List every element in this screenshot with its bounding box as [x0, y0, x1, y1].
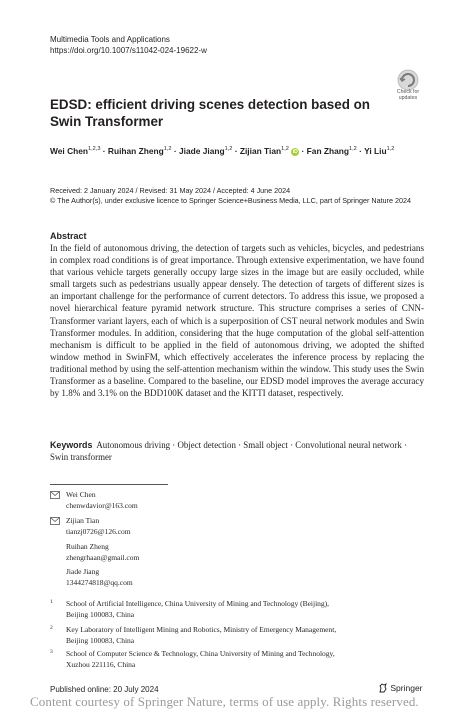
- author-name: Wei Chen: [50, 146, 89, 156]
- author[interactable]: [307, 146, 357, 156]
- author-affiliation-ref: 1,2: [349, 146, 357, 153]
- author-affiliation-ref: 1,2: [224, 146, 233, 153]
- author-name: Fan Zhang: [306, 146, 350, 156]
- affiliation-line: School of Computer Science & Technology, China University of Mining and Technology,: [66, 649, 335, 658]
- envelope-icon: [50, 491, 60, 499]
- keywords-label: Keywords: [50, 440, 93, 450]
- badge-line-2: updates: [398, 95, 418, 101]
- journal-header: [50, 34, 207, 56]
- publisher-logo: [378, 683, 423, 693]
- envelope-icon: [50, 517, 60, 525]
- author-list: [50, 146, 430, 156]
- affiliation-line: Xuzhou 221116, China: [66, 659, 136, 669]
- author-separator: ·: [100, 146, 108, 156]
- author[interactable]: [108, 146, 172, 156]
- author-affiliation-ref: 1,2: [386, 146, 395, 153]
- contact-name: Zijian Tian: [66, 516, 100, 525]
- orcid-icon[interactable]: iD: [292, 149, 298, 155]
- author-name: Jiade Jiang: [178, 146, 225, 156]
- author[interactable]: [240, 146, 299, 156]
- author-name: Yi Liu: [364, 146, 387, 156]
- affiliation-number: 1: [50, 599, 53, 605]
- affiliation-line: Beijing 100083, China: [66, 609, 135, 619]
- abstract-text: In the field of autonomous driving, the detection of targets such as vehicles, bicycles, and pedestrians in complex road conditions is of great importance. Through extensive experimentation, we have found that various vehicle targets generally occupy large sizes in the image but are easily occluded, while small targets such as pedestrians usually appear densely. The detection of targets of different sizes is an important challenge for the performance of current detectors. To address this issue, we proposed a novel hierarchical feature pyramid network structure. This structure comprises a series of CNN-Transformer variant layers, each of which is a superposition of CST neural network modules and Swin Transformer modules. In addition, considering that the huge computation of the global self-attention mechanism is difficult to be applied in the field of autonomous driving, we adopted the shifted window method in SwinFM, which effectively accelerates the inference process by replacing the traditional method by using the self-attention mechanism within the window. This study uses the Swin Transformer as a baseline. Compared to the baseline, our EDSD model improves the average accuracy by 1.8% and 3.1% on the BDD100K dataset and the KITTI dataset, respectively.: [50, 243, 424, 399]
- author[interactable]: [179, 146, 232, 156]
- affiliation-line: Key Laboratory of Intelligent Mining and Robotics, Ministry of Emergency Management,: [66, 625, 337, 634]
- contact-email[interactable]: 1344274818@qq.com: [66, 577, 133, 587]
- journal-name: Multimedia Tools and Applications: [50, 35, 170, 44]
- keywords-section: [50, 440, 424, 463]
- keywords-list: Autonomous driving · Object detection · Small object · Convolutional neural network · Swin transformer: [50, 440, 407, 462]
- check-for-updates-label[interactable]: [386, 89, 430, 101]
- courtesy-watermark: Content courtesy of Springer Nature, terms of use apply. Rights reserved.: [30, 694, 419, 709]
- abstract-heading: Abstract: [50, 231, 87, 241]
- doi-link[interactable]: https://doi.org/10.1007/s11042-024-19622-w: [50, 46, 207, 55]
- author-separator: ·: [299, 146, 307, 156]
- affiliation-number: 3: [50, 649, 53, 655]
- author-separator: ·: [232, 146, 240, 156]
- springer-horse-icon: [378, 683, 388, 693]
- article-history: [50, 186, 411, 206]
- contact-email[interactable]: zhengrhaan@gmail.com: [66, 552, 140, 562]
- author-name: Ruihan Zheng: [107, 146, 164, 156]
- abstract-body: [50, 242, 424, 399]
- affiliation-line: Beijing 100083, China: [66, 635, 135, 645]
- contact-name: Jiade Jiang: [66, 567, 100, 576]
- paper-title: EDSD: efficient driving scenes detection based on Swin Transformer: [50, 97, 370, 129]
- received-revised-accepted: Received: 2 January 2024 / Revised: 31 May 2024 / Accepted: 4 June 2024: [50, 186, 291, 195]
- published-online: Published online: 20 July 2024: [50, 685, 159, 694]
- publisher-name: Springer: [390, 683, 423, 693]
- copyright-notice: © The Author(s), under exclusive licence to Springer Science+Business Media, LLC, part of Springer Nature 2024: [50, 196, 411, 205]
- author-name: Zijian Tian: [239, 146, 282, 156]
- author-affiliation-ref: 1,2: [281, 146, 289, 153]
- contact-email[interactable]: tianzj0726@126.com: [66, 526, 131, 536]
- badge-line-1: Check for: [396, 89, 420, 95]
- contact-email[interactable]: chenwdavior@163.com: [66, 500, 138, 510]
- affiliation-line: School of Artificial Intelligence, China University of Mining and Technology (Beijing),: [66, 599, 330, 608]
- author-separator: ·: [171, 146, 179, 156]
- affiliation-number: 2: [50, 625, 53, 631]
- contact-name: Ruihan Zheng: [66, 542, 109, 551]
- author-separator: ·: [356, 146, 365, 156]
- contact-name: Wei Chen: [66, 490, 96, 499]
- author-affiliation-ref: 1,2: [163, 146, 172, 153]
- author-affiliation-ref: 1,2,3: [88, 146, 101, 153]
- footnote-divider: [50, 484, 168, 485]
- author[interactable]: [50, 146, 100, 156]
- author[interactable]: [364, 146, 394, 156]
